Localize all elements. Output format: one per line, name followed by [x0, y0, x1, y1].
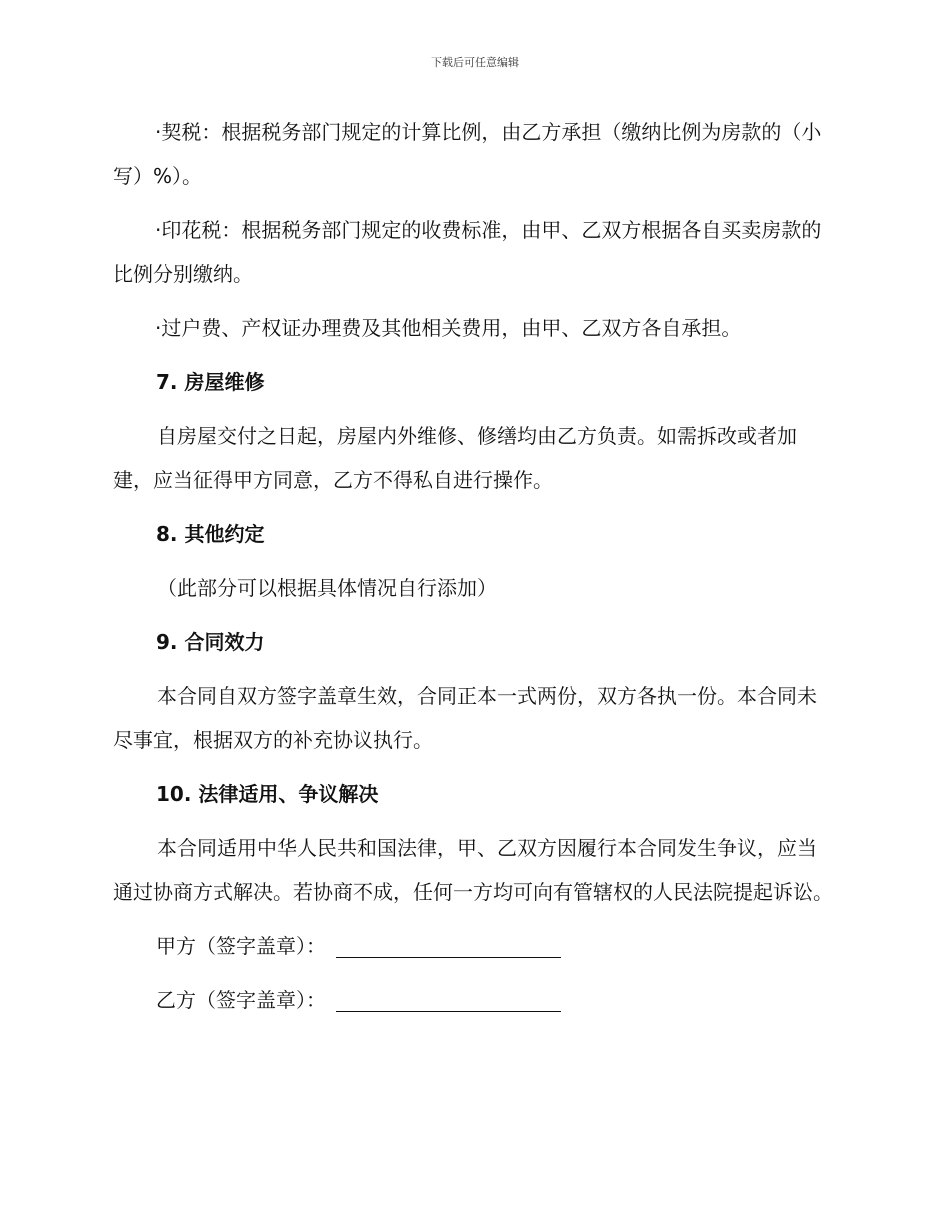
stamp-tax-paragraph: ·印花税：根据税务部门规定的收费标准，由甲、乙双方根据各自买卖房款的比例分别缴纳。 — [113, 218, 822, 286]
transfer-fee-paragraph: ·过户费、产权证办理费及其他相关费用，由甲、乙双方各自承担。 — [155, 316, 742, 340]
party-b-signature-label: 乙方（签字盖章）： — [156, 988, 326, 1012]
document-body — [113, 110, 833, 1032]
section-9-body: 本合同自双方签字盖章生效，合同正本一式两份，双方各执一份。本合同未尽事宜，根据双方的补充协议执行。 — [113, 684, 817, 752]
party-b-signature-line[interactable] — [336, 989, 561, 1012]
section-10-body: 本合同适用中华人民共和国法律，甲、乙双方因履行本合同发生争议，应当通过协商方式解决。若协商不成，任何一方均可向有管辖权的人民法院提起诉讼。 — [113, 836, 833, 904]
party-b-signature-row — [113, 978, 833, 1022]
section-8-heading: 8. 其他约定 — [156, 522, 265, 546]
deed-tax-paragraph: ·契税：根据税务部门规定的计算比例，由乙方承担（缴纳比例为房款的（小写）%）。 — [113, 120, 822, 188]
section-7-heading: 7. 房屋维修 — [156, 370, 265, 394]
party-a-signature-row — [113, 924, 833, 968]
section-8-body: （此部分可以根据具体情况自行添加） — [157, 576, 497, 600]
page-header-note: 下载后可任意编辑 — [431, 56, 519, 69]
party-a-signature-label: 甲方（签字盖章）： — [156, 934, 326, 958]
section-9-heading: 9. 合同效力 — [156, 630, 265, 654]
party-a-signature-line[interactable] — [336, 935, 561, 958]
section-10-heading: 10. 法律适用、争议解决 — [156, 782, 379, 806]
section-7-body: 自房屋交付之日起，房屋内外维修、修缮均由乙方负责。如需拆改或者加建，应当征得甲方同意，乙方不得私自进行操作。 — [113, 424, 797, 492]
